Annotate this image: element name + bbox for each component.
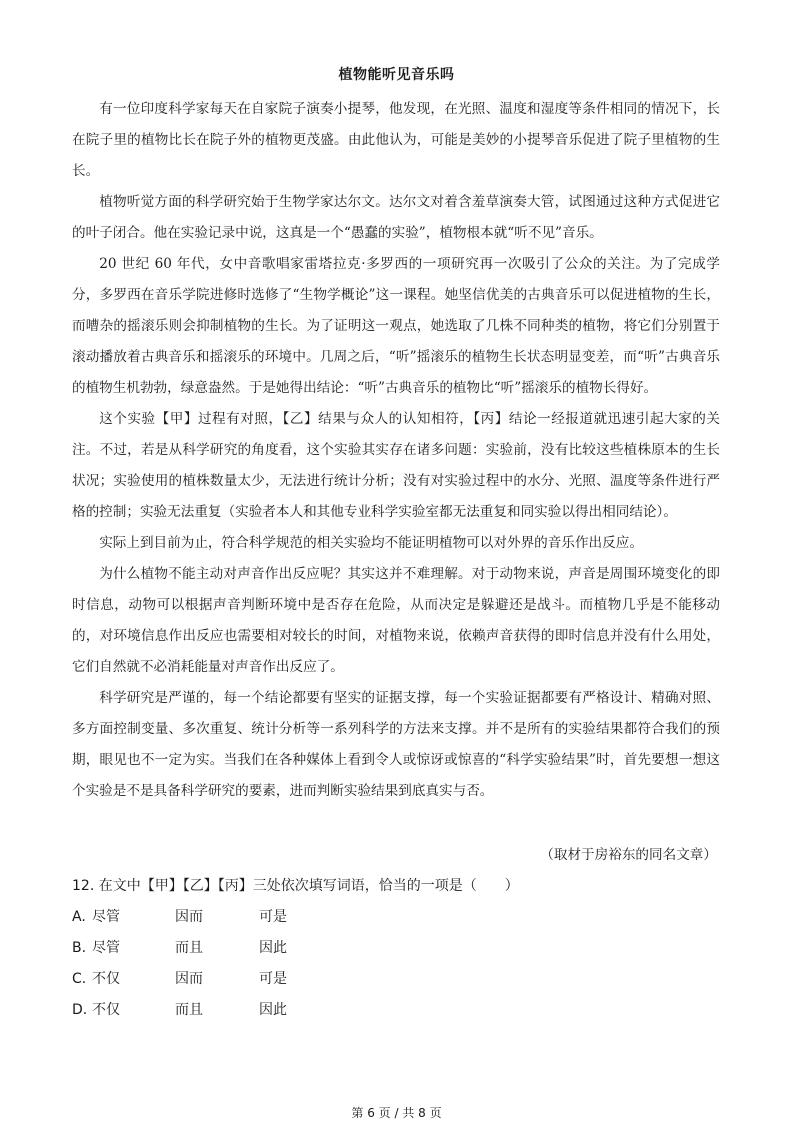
option-letter: C. bbox=[72, 971, 87, 987]
option-a[interactable] bbox=[72, 907, 720, 927]
question-stem: 12. 在文中【甲】【乙】【丙】三处依次填写词语，恰当的一项是（ ） bbox=[72, 878, 519, 894]
option-word-3: 可是 bbox=[259, 971, 287, 987]
paragraph: 20 世纪 60 年代，女中音歌唱家雷塔拉克·多罗西的一项研究再一次吸引了公众的关注。为了完成学分，多罗西在音乐学院进修时选修了“生物学概论”这一课程。她坚信优美的古典音乐可以促进植物的生长，而嘈杂的摇滚乐则会抑制植物的生长。为了证明这一观点，她选取了几株不同种类的植物，将它们分别置于滚动播放着古典音乐和摇滚乐的环境中。几周之后，“听”摇滚乐的植物生长状态明显变差，而“听”古典音乐的植物生机勃勃，绿意盎然。于是她得出结论：“听”古典音乐的植物比“听”摇滚乐的植物长得好。 bbox=[72, 256, 720, 396]
option-word-3: 可是 bbox=[259, 909, 287, 925]
page-footer: 第 6 页 / 共 8 页 bbox=[351, 1106, 442, 1120]
paragraph: 植物听觉方面的科学研究始于生物学家达尔文。达尔文对着含羞草演奏大管，试图通过这种方式促进它的叶子闭合。他在实验记录中说，这真是一个“愚蠢的实验”，植物根本就“听不见”音乐。 bbox=[72, 194, 720, 241]
option-word-2: 而且 bbox=[175, 1002, 203, 1018]
option-c[interactable] bbox=[72, 969, 720, 989]
question-12 bbox=[72, 876, 720, 1031]
option-word-1: 尽管 bbox=[92, 909, 120, 925]
option-word-2: 因而 bbox=[175, 971, 203, 987]
paragraph: 实际上到目前为止，符合科学规范的相关实验均不能证明植物可以对外界的音乐作出反应。 bbox=[99, 535, 643, 551]
option-d[interactable] bbox=[72, 1000, 720, 1020]
option-word-2: 而且 bbox=[175, 940, 203, 956]
option-letter: B. bbox=[72, 940, 87, 956]
option-word-3: 因此 bbox=[259, 1002, 287, 1018]
option-word-1: 不仅 bbox=[92, 971, 120, 987]
paragraph: 这个实验【甲】过程有对照，【乙】结果与众人的认知相符，【丙】结论一经报道就迅速引起大家的关注。不过，若是从科学研究的角度看，这个实验其实存在诸多问题：实验前，没有比较这些植株原本的生长状况；实验使用的植株数量太少，无法进行统计分析；没有对实验过程中的水分、光照、温度等条件进行严格的控制；实验无法重复（实验者本人和其他专业科学实验室都无法重复和同实验以得出相同结论）。 bbox=[72, 411, 720, 520]
paragraph: 有一位印度科学家每天在自家院子演奏小提琴，他发现，在光照、温度和湿度等条件相同的情况下，长在院子里的植物比长在院子外的植物更茂盛。由此他认为，可能是美妙的小提琴音乐促进了院子里植物的生长。 bbox=[72, 101, 720, 179]
option-letter: A. bbox=[72, 909, 86, 925]
option-word-2: 因而 bbox=[175, 909, 203, 925]
article-title: 植物能听见音乐吗 bbox=[338, 67, 455, 83]
option-b[interactable] bbox=[72, 938, 720, 958]
option-word-3: 因此 bbox=[259, 940, 287, 956]
paragraph: 科学研究是严谨的，每一个结论都要有坚实的证据支撑，每一个实验证据都要有严格设计、精确对照、多方面控制变量、多次重复、统计分析等一系列科学的方法来支撑。并不是所有的实验结果都符合我们的预期，眼见也不一定为实。当我们在各种媒体上看到令人或惊讶或惊喜的“科学实验结果”时，首先要想一想这个实验是不是具备科学研究的要素，进而判断实验结果到底真实与否。 bbox=[72, 690, 720, 799]
paragraph: 为什么植物不能主动对声音作出反应呢？其实这并不难理解。对于动物来说，声音是周围环境变化的即时信息，动物可以根据声音判断环境中是否存在危险，从而决定是躲避还是战斗。而植物几乎是不能移动的，对环境信息作出反应也需要相对较长的时间，对植物来说，依赖声音获得的即时信息并没有什么用处，它们自然就不必消耗能量对声音作出反应了。 bbox=[72, 566, 720, 675]
article-body bbox=[72, 94, 720, 807]
article-source: （取材于房裕东的同名文章） bbox=[540, 847, 717, 863]
option-letter: D. bbox=[72, 1002, 88, 1018]
option-word-1: 不仅 bbox=[92, 1002, 120, 1018]
option-word-1: 尽管 bbox=[92, 940, 120, 956]
